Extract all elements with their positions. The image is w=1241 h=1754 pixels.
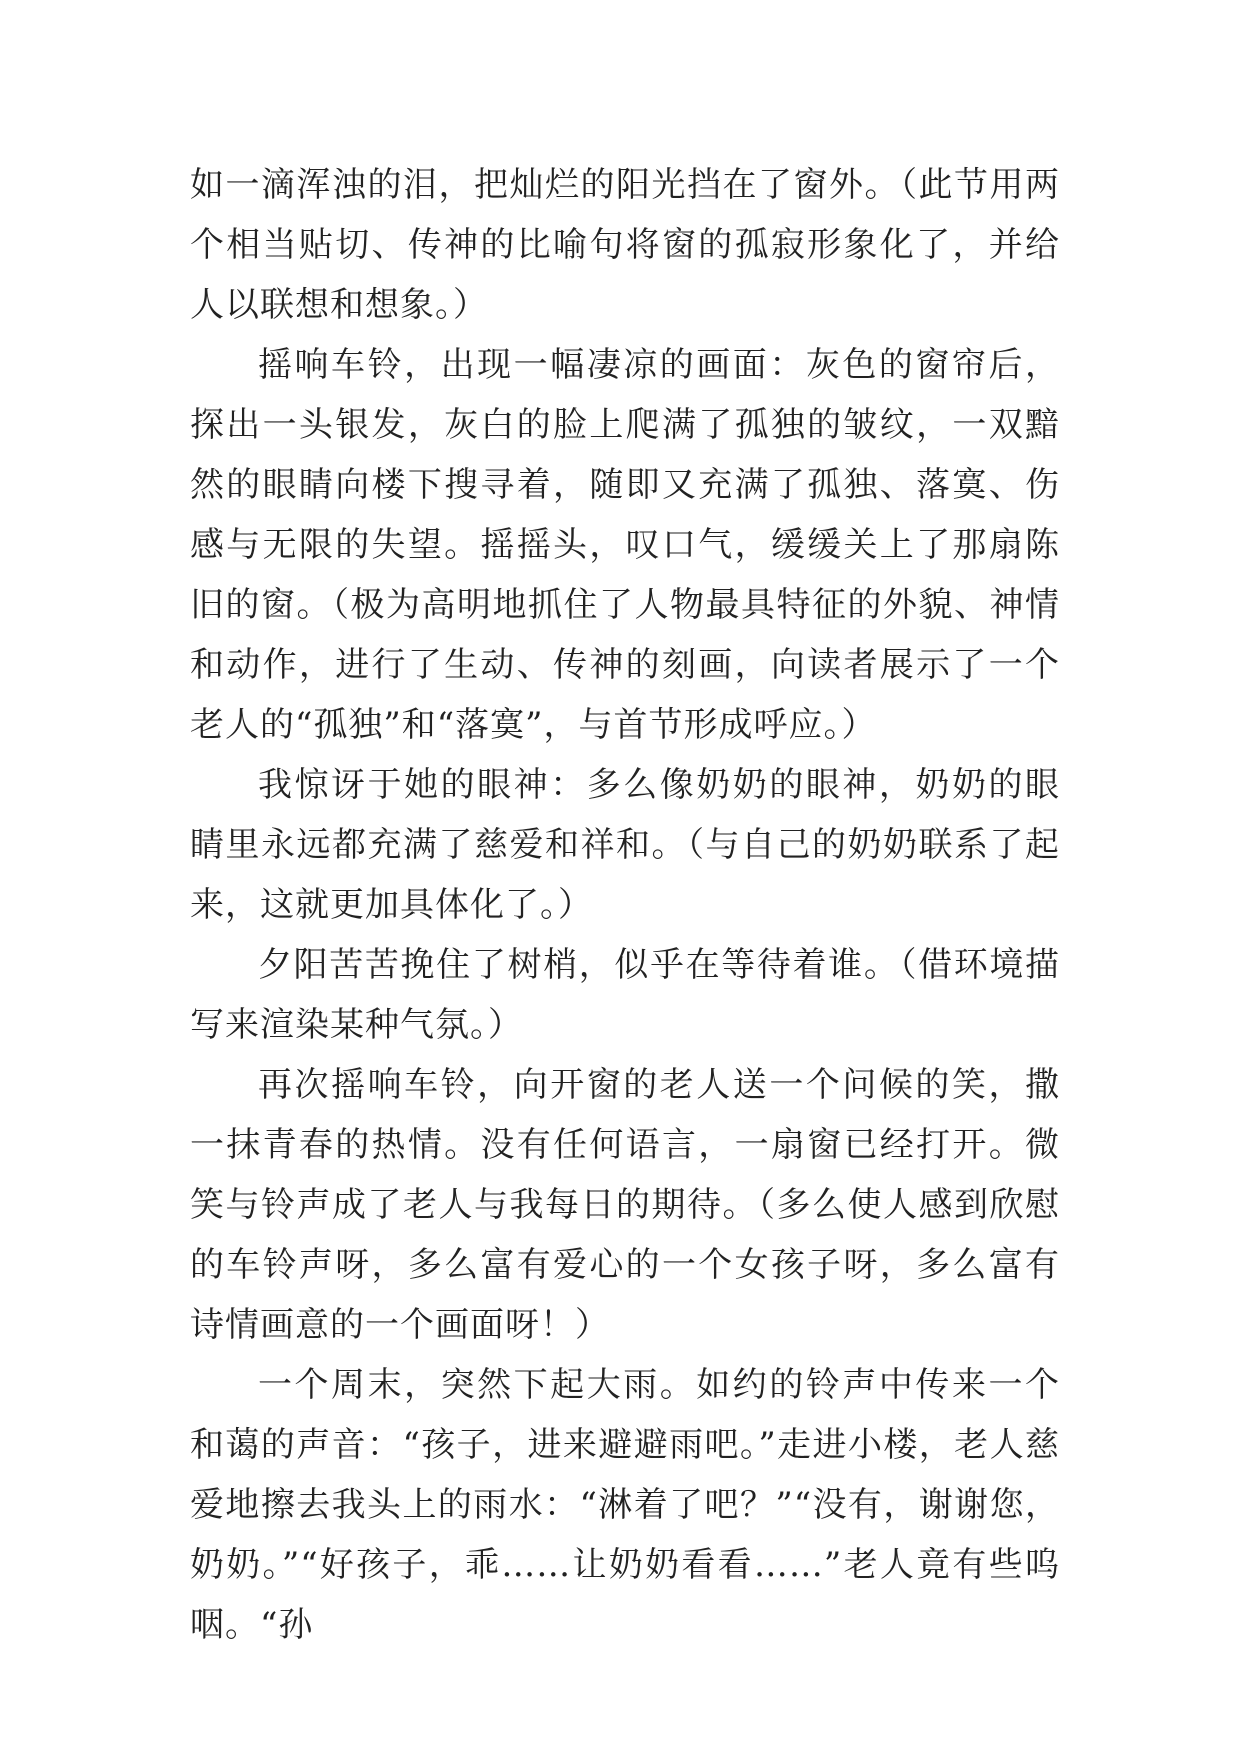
document-page <box>190 155 1060 1655</box>
paragraph-old-woman-at-window: 摇响车铃，出现一幅凄凉的画面：灰色的窗帘后，探出一头银发，灰白的脸上爬满了孤独的皱纹，一双黯然的眼睛向楼下搜寻着，随即又充满了孤独、落寞、伤感与无限的失望。摇摇头，叹口气，缓缓关上了那扇陈旧的窗。（极为高明地抓住了人物最具特征的外貌、神情和动作，进行了生动、传神的刻画，向读者展示了一个老人的“孤独”和“落寞”，与首节形成呼应。） <box>190 345 1060 745</box>
paragraph-grandmother-eyes: 我惊讶于她的眼神：多么像奶奶的眼神，奶奶的眼睛里永远都充满了慈爱和祥和。（与自己的奶奶联系了起来，这就更加具体化了。） <box>190 765 1060 925</box>
paragraph-rainy-weekend: 一个周末，突然下起大雨。如约的铃声中传来一个和蔼的声音：“孩子，进来避避雨吧。”走进小楼，老人慈爱地擦去我头上的雨水：“淋着了吧？”“没有，谢谢您，奶奶。”“好孩子，乖……让奶奶看看……”老人竟有些呜咽。“孙 <box>190 1365 1060 1645</box>
paragraph-bell-again: 再次摇响车铃，向开窗的老人送一个问候的笑，撒一抹青春的热情。没有任何语言，一扇窗已经打开。微笑与铃声成了老人与我每日的期待。（多么使人感到欣慰的车铃声呀，多么富有爱心的一个女孩子呀，多么富有诗情画意的一个画面呀！） <box>190 1065 1060 1345</box>
paragraph-sunset: 夕阳苦苦挽住了树梢，似乎在等待着谁。（借环境描写来渲染某种气氛。） <box>190 945 1060 1045</box>
paragraph-window-metaphor: 如一滴浑浊的泪，把灿烂的阳光挡在了窗外。（此节用两个相当贴切、传神的比喻句将窗的孤寂形象化了，并给人以联想和想象。） <box>190 165 1060 325</box>
